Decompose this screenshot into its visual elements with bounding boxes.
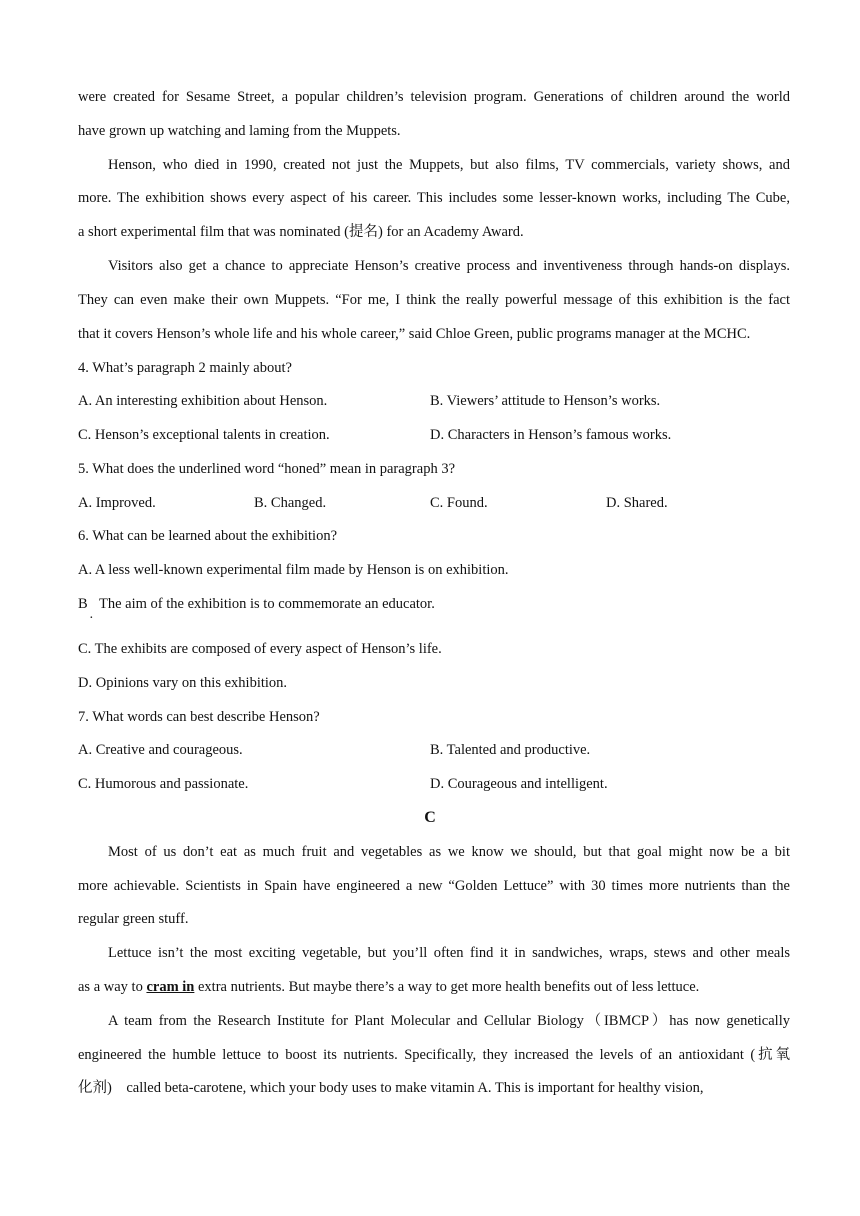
passage-c-paragraph-3-line-2: engineered the humble lettuce to boost its nutrients. Specifically, they increased the levels of an antioxidant (抗氧 <box>78 1047 790 1063</box>
question-6-stem: 6. What can be learned about the exhibition? <box>78 528 338 544</box>
passage-c-paragraph-1-line-2: more achievable. Scientists in Spain have engineered a new “Golden Lettuce” with 30 times more nutrients than the <box>78 878 790 894</box>
question-6-option-b-text: The aim of the exhibition is to commemorate an educator. <box>99 596 435 612</box>
passage-c-paragraph-2-line-2 <box>78 977 790 997</box>
passage-b-paragraph-3-line-3: that it covers Henson’s whole life and his whole career,” said Chloe Green, public programs manager at the MCHC. <box>78 326 751 342</box>
question-6-option-b-letter: B <box>78 596 88 612</box>
question-4-option-d: D. Characters in Henson’s famous works. <box>430 427 672 443</box>
passage-b-paragraph-2-line-2: more. The exhibition shows every aspect of his career. This includes some lesser-known works, including The Cube, <box>78 190 790 206</box>
question-5-option-d: D. Shared. <box>606 495 668 511</box>
question-4-option-b: B. Viewers’ attitude to Henson’s works. <box>430 393 661 409</box>
question-4-option-a: A. An interesting exhibition about Henson. <box>78 393 328 409</box>
passage-c-paragraph-3-line-3: 化剂) called beta-carotene, which your body uses to make vitamin A. This is important for healthy vision, <box>78 1080 704 1096</box>
question-7-option-b: B. Talented and productive. <box>430 742 591 758</box>
question-7-stem: 7. What words can best describe Henson? <box>78 709 320 725</box>
passage-c-paragraph-2-line-2-start: as a way to <box>78 979 147 995</box>
passage-b-paragraph-1-line-1: were created for Sesame Street, a popular children’s television program. Generations of children around the world <box>78 89 790 105</box>
question-7-option-c: C. Humorous and passionate. <box>78 776 249 792</box>
passage-b-paragraph-3-line-1: Visitors also get a chance to appreciate Henson’s creative process and inventiveness through hands-on displays. <box>108 258 790 274</box>
question-7-option-d: D. Courageous and intelligent. <box>430 776 608 792</box>
passage-c-paragraph-1-line-1: Most of us don’t eat as much fruit and vegetables as we know we should, but that goal might now be a bit <box>108 844 790 860</box>
passage-b-paragraph-3-line-2: They can even make their own Muppets. “For me, I think the really powerful message of this exhibition is the fact <box>78 292 790 308</box>
passage-b-paragraph-1-line-2: have grown up watching and laming from the Muppets. <box>78 123 401 139</box>
passage-c-paragraph-2-line-2-end: extra nutrients. But maybe there’s a way to get more health benefits out of less lettuce. <box>194 979 700 995</box>
question-6-option-a: A. A less well-known experimental film made by Henson is on exhibition. <box>78 562 509 578</box>
question-4-stem: 4. What’s paragraph 2 mainly about? <box>78 360 292 376</box>
question-6-option-b-dot: · <box>89 611 94 626</box>
passage-c-paragraph-2-line-1: Lettuce isn’t the most exciting vegetable, but you’ll often find it in sandwiches, wraps, stews and other meals <box>108 945 790 961</box>
question-5-stem: 5. What does the underlined word “honed” mean in paragraph 3? <box>78 461 455 477</box>
section-c-heading: C <box>424 809 436 826</box>
question-5-option-a: A. Improved. <box>78 495 156 511</box>
question-6-option-d: D. Opinions vary on this exhibition. <box>78 675 288 691</box>
question-5-option-b: B. Changed. <box>254 495 327 511</box>
passage-c-paragraph-1-line-3: regular green stuff. <box>78 911 189 927</box>
question-5-option-c: C. Found. <box>430 495 488 511</box>
question-4-option-c: C. Henson’s exceptional talents in creation. <box>78 427 330 443</box>
passage-c-paragraph-3-line-1: A team from the Research Institute for Plant Molecular and Cellular Biology（IBMCP）has now genetically <box>108 1013 790 1029</box>
question-7-option-a: A. Creative and courageous. <box>78 742 243 758</box>
underlined-keyword: cram in <box>146 979 195 995</box>
passage-b-paragraph-2-line-3: a short experimental film that was nominated (提名) for an Academy Award. <box>78 224 524 240</box>
question-6-option-c: C. The exhibits are composed of every aspect of Henson’s life. <box>78 641 442 657</box>
passage-b-paragraph-2-line-1: Henson, who died in 1990, created not just the Muppets, but also films, TV commercials, variety shows, and <box>108 157 790 173</box>
